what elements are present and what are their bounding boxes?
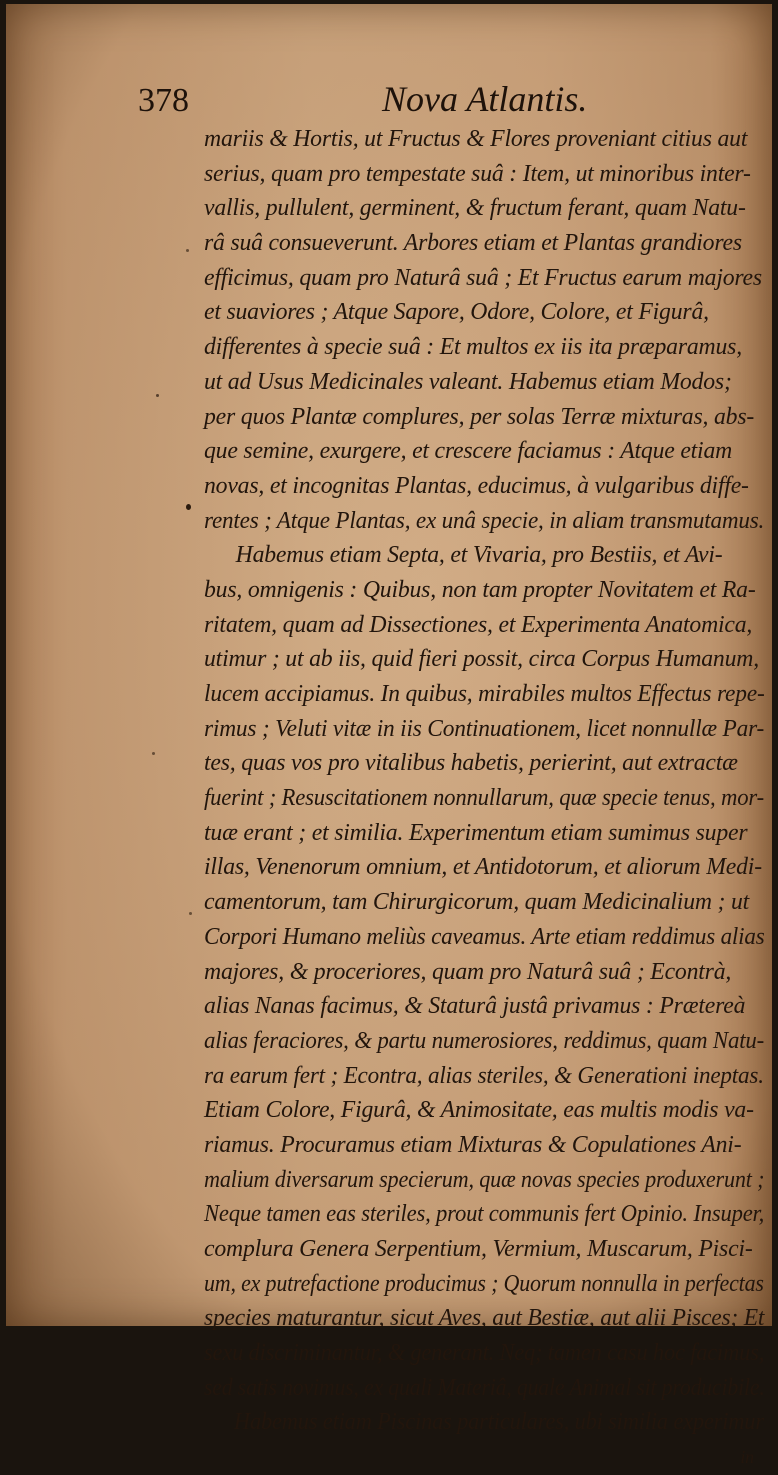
ink-spot (186, 504, 191, 510)
ink-spot (186, 249, 189, 252)
book-page (6, 4, 772, 1468)
text-line: alias feraciores, & partu numerosiores, reddimus, quam Natu- (204, 1027, 765, 1054)
text-line: ut ad Usus Medicinales valeant. Habemus etiam Modos; (204, 368, 732, 395)
text-line: camentorum, tam Chirurgicorum, quam Medicinalium ; ut (204, 889, 750, 916)
text-line: lucem accipiamus. In quibus, mirabiles multos Effectus repe- (204, 681, 765, 707)
text-line: fuerint ; Resuscitationem nonnullarum, quæ specie tenus, mor- (204, 785, 764, 812)
ink-spot (156, 394, 159, 397)
text-line: râ suâ consueverunt. Arbores etiam et Plantas grandiores (204, 230, 742, 257)
catchword: in (740, 1447, 754, 1468)
text-line: differentes à specie suâ : Et multos ex iis ita præparamus, (204, 334, 742, 361)
text-line: novas, et incognitas Plantas, educimus, à vulgaribus diffe- (204, 472, 749, 499)
paragraph-start-line: Habemus etiam Septa, et Vivaria, pro Bestiis, et Avi- (235, 542, 723, 569)
text-line: sexu discriminantur, & generant. Neq; tamen casu hoc facimus, (204, 1340, 765, 1367)
text-line: tuæ erant ; et similia. Experimentum etiam sumimus super (204, 819, 748, 846)
text-line: riamus. Procuramus etiam Mixturas & Copulationes Ani- (204, 1131, 742, 1158)
text-line: serius, quam pro tempestate suâ : Item, ut minoribus inter- (204, 160, 751, 187)
text-line: Corpori Humano meliùs caveamus. Arte etiam reddimus alias (204, 923, 765, 950)
text-line: species maturantur, sicut Aves, aut Bestiæ, aut alii Pisces; Et (204, 1305, 765, 1332)
running-title: Nova Atlantis. (382, 79, 588, 119)
text-line: Neque tamen eas steriles, prout communis fert Opinio. Insuper, (204, 1201, 765, 1228)
text-line: rimus ; Veluti vitæ in iis Continuationem, licet nonnullæ Par- (204, 715, 765, 742)
text-line: que semine, exurgere, et crescere faciamus : Atque etiam (204, 438, 733, 465)
text-line: malium diversarum specierum, quæ novas species produxerunt ; (204, 1166, 765, 1193)
text-line: majores, & proceriores, quam pro Naturâ suâ ; Econtrà, (204, 958, 732, 985)
paragraph-start-line: Habemus etiam Piscinas particulares, ubi similia experimur (233, 1409, 764, 1436)
text-line: et suaviores ; Atque Sapore, Odore, Colore, et Figurâ, (204, 299, 709, 326)
text-line: alias Nanas facimus, & Staturâ justâ privamus : Prætereà (204, 993, 746, 1020)
text-line: vallis, pullulent, germinent, & fructum ferant, quam Natu- (204, 195, 746, 222)
text-line: illas, Venenorum omnium, et Antidotorum, et aliorum Medi- (204, 854, 762, 881)
text-line: utimur ; ut ab iis, quid fieri possit, circa Corpus Humanum, (204, 646, 759, 673)
text-line: bus, omnigenis : Quibus, non tam propter Novitatem et Ra- (204, 576, 756, 603)
text-line: efficimus, quam pro Naturâ suâ ; Et Fructus earum majores (204, 264, 762, 291)
body-text (204, 122, 770, 1475)
ink-spot (189, 912, 192, 915)
text-line: sed satis novimus, ex quali Materiâ, quale Animal sit producibile. (204, 1374, 765, 1401)
text-line: Etiam Colore, Figurâ, & Animositate, eas multis modis va- (204, 1097, 754, 1124)
text-line: rentes ; Atque Plantas, ex unâ specie, in aliam transmutamus. (204, 507, 765, 534)
text-line: tes, quas vos pro vitalibus habetis, perierint, aut extractæ (204, 750, 738, 777)
text-line: per quos Plantæ complures, per solas Terræ mixturas, abs- (204, 403, 755, 430)
text-line: mariis & Hortis, ut Fructus & Flores proveniant citius aut (204, 126, 748, 152)
text-line: ritatem, quam ad Dissectiones, et Experimenta Anatomica, (204, 611, 753, 638)
ink-spot (152, 752, 155, 755)
text-line: um, ex putrefactione producimus ; Quorum nonnulla in perfectas (204, 1270, 764, 1297)
page-number: 378 (138, 82, 189, 119)
text-line: ra earum fert ; Econtra, alias steriles, & Generationi ineptas. (204, 1062, 764, 1089)
page-header (6, 76, 772, 126)
text-line: complura Genera Serpentium, Vermium, Muscarum, Pisci- (204, 1236, 753, 1262)
